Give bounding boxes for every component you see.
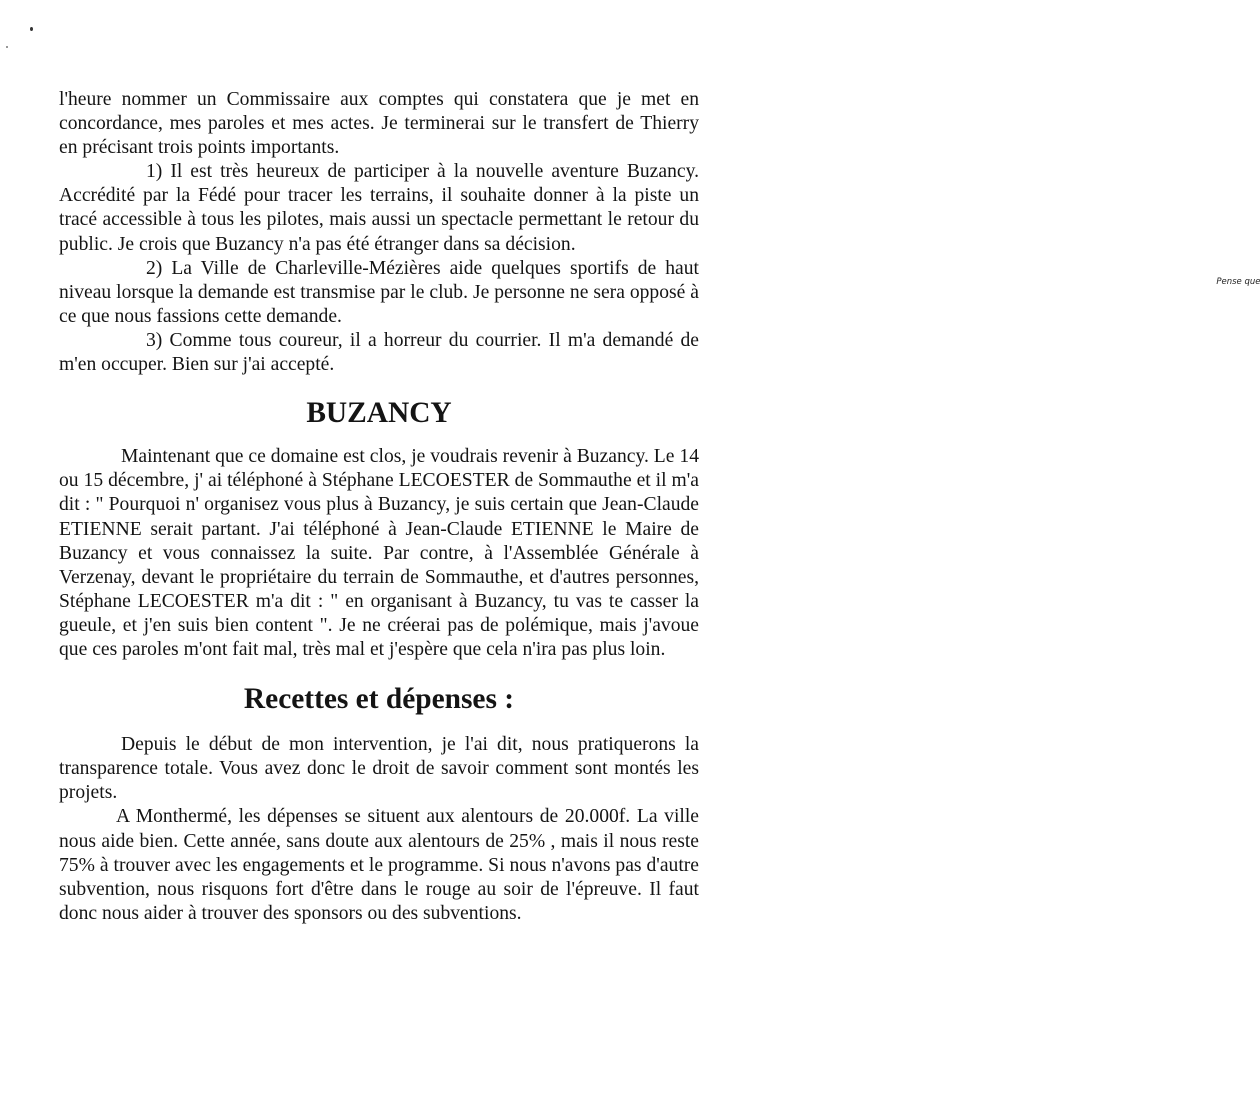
buzancy-paragraph: Maintenant que ce domaine est clos, je voudrais revenir à Buzancy. Le 14 ou 15 décembre, j' ai téléphoné à Stéphane LECOESTER de Sommauthe et il m'a dit : " Pourquoi n' organisez vous plus à Buzancy, je suis certain que Jean-Claude ETIENNE serait partant. J'ai téléphoné à Jean-Claude ETIENNE le Maire de Buzancy et vous connaissez la suite. Par contre, à l'Assemblée Générale à Verzenay, devant le propriétaire du terrain de Sommauthe, et d'autres personnes, Stéphane LECOESTER m'a dit : " en organisant à Buzancy, tu vas te casser la gueule, et j'en suis bien content ". Je ne créerai pas de polémique, mais j'avoue que ces paroles m'ont fait mal, très mal et j'espère que cela n'ira pas plus loin.: [59, 446, 699, 660]
point-2-text-end: sera opposé à ce que nous fassions cette demande.: [59, 281, 699, 327]
scan-speck: [30, 27, 33, 31]
point-3-paragraph: 3) Comme tous coureur, il a horreur du courrier. Il m'a demandé de m'en occuper. Bien sur j'ai accepté.: [59, 329, 699, 376]
point-2-paragraph: [59, 257, 1260, 329]
scan-speck: [6, 46, 8, 48]
montherme-paragraph: A Monthermé, les dépenses se situent aux alentours de 20.000f. La ville nous aide bien. Cette année, sans doute aux alentours de 25% , mais il nous reste 75% à trouver avec les engagements et le programme. Si nous n'avons pas d'autre subvention, nous risquons fort d'être dans le rouge au soir de l'épreuve. Il faut donc nous aider à trouver des sponsors ou des subventions.: [59, 806, 699, 924]
handwritten-annotation: Pense que: [1216, 276, 1260, 287]
point-1-paragraph: 1) Il est très heureux de participer à la nouvelle aventure Buzancy. Accrédité par la Fédé pour tracer les terrains, il souhaite donner à la piste un tracé accessible à tous les pilotes, mais aussi un spectacle permettant le retour du public. Je crois que Buzancy n'a pas été étranger dans sa décision.: [59, 161, 699, 255]
point-2-text: 2) La Ville de Charleville-Mézières aide quelques sportifs de haut niveau lorsque la demande est transmise par le club. Je personne ne: [59, 257, 699, 303]
heading-recettes-depenses: Recettes et dépenses :: [243, 683, 515, 716]
heading-buzancy: BUZANCY: [306, 397, 452, 430]
intro-paragraph: l'heure nommer un Commissaire aux comptes qui constatera que je met en concordance, mes paroles et mes actes. Je terminerai sur le transfert de Thierry en précisant trois points importants.: [59, 89, 699, 159]
recettes-paragraph: Depuis le début de mon intervention, je l'ai dit, nous pratiquerons la transparence totale. Vous avez donc le droit de savoir comment sont montés les projets.: [59, 734, 699, 804]
document-body: [59, 88, 1260, 926]
